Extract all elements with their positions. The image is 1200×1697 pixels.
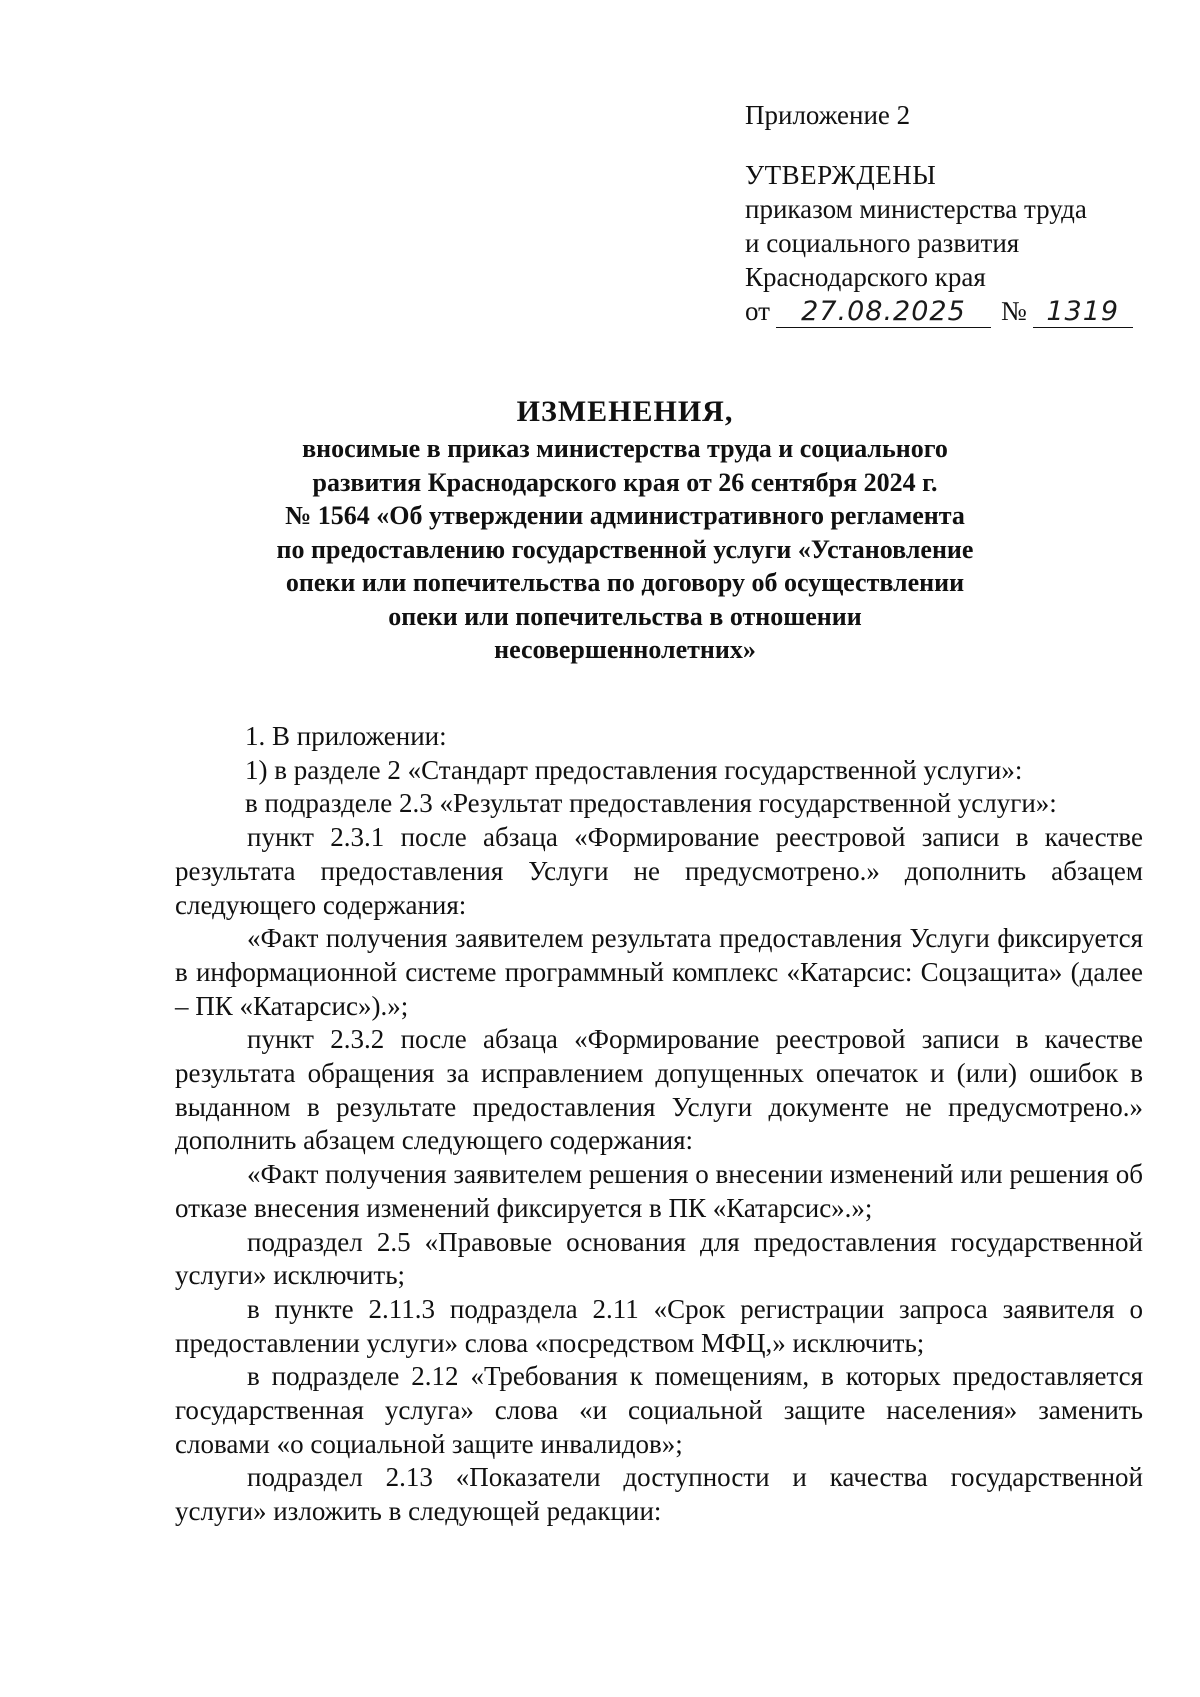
document-title — [175, 392, 1075, 667]
approved-by-line-1: приказом министерства труда — [745, 194, 1087, 224]
title-line: несовершеннолетних» — [494, 635, 756, 664]
approval-block — [745, 98, 1145, 330]
paragraph: в пункте 2.11.3 подраздела 2.11 «Срок регистрации запроса заявителя о предоставлении услуги» слова «посредством МФЦ,» исключить; — [175, 1293, 1143, 1358]
document-body — [175, 720, 1143, 1529]
annex-label: Приложение 2 — [745, 100, 911, 130]
paragraph: «Факт получения заявителем результата предоставления Услуги фиксируется в информационной системе программный комплекс «Катарсис: Соцзащита» (далее – ПК «Катарсис»).»; — [175, 923, 1143, 1021]
title-line: вносимые в приказ министерства труда и социального — [302, 434, 948, 463]
paragraph: «Факт получения заявителем решения о внесении изменений или решения об отказе внесения изменений фиксируется в ПК «Катарсис».»; — [175, 1159, 1143, 1223]
handwritten-date: 27.08.2025 — [776, 297, 991, 328]
title-line: № 1564 «Об утверждении административного регламента — [285, 501, 965, 530]
title-line: опеки или попечительства по договору об осуществлении — [285, 568, 965, 597]
title-line: опеки или попечительства в отношении — [388, 601, 862, 631]
paragraph: в подразделе 2.12 «Требования к помещениям, в которых предоставляется государственная услуга» слова «и социальной защите населения» заменить словами «о социальной защите инвалидов»; — [175, 1361, 1143, 1459]
paragraph: 1. В приложении: — [245, 721, 447, 751]
approved-by-line-2: и социального развития — [745, 228, 1020, 258]
approved-label: УТВЕРЖДЕНЫ — [745, 160, 937, 190]
paragraph: подраздел 2.5 «Правовые основания для предоставления государственной услуги» исключить; — [175, 1226, 1143, 1291]
paragraph: в подразделе 2.3 «Результат предоставления государственной услуги»: — [245, 788, 1057, 819]
paragraph: пункт 2.3.1 после абзаца «Формирование реестровой записи в качестве результата предоставления Услуги не предусмотрено.» дополнить абзацем следующего содержания: — [175, 822, 1143, 920]
approved-by-line-3: Краснодарского края — [745, 262, 986, 292]
paragraph: подраздел 2.13 «Показатели доступности и качества государственной услуги» изложить в следующей редакции: — [175, 1462, 1143, 1527]
title-heading: ИЗМЕНЕНИЯ, — [516, 395, 734, 428]
handwritten-number: 1319 — [1033, 297, 1133, 328]
paragraph: 1) в разделе 2 «Стандарт предоставления государственной услуги»: — [245, 754, 1023, 785]
title-line: по предоставлению государственной услуги «Установление — [276, 534, 974, 564]
order-date-number — [745, 294, 1145, 330]
from-label: от — [745, 296, 770, 326]
paragraph: пункт 2.3.2 после абзаца «Формирование реестровой записи в качестве результата обращения за исправлением допущенных опечаток и (или) ошибок в выданном в результате предоставления Услуги документе не предусмотрено.» дополнить абзацем следующего содержания: — [175, 1024, 1143, 1156]
title-line: развития Краснодарского края от 26 сентября 2024 г. — [312, 467, 938, 497]
number-label: № — [1000, 296, 1027, 326]
